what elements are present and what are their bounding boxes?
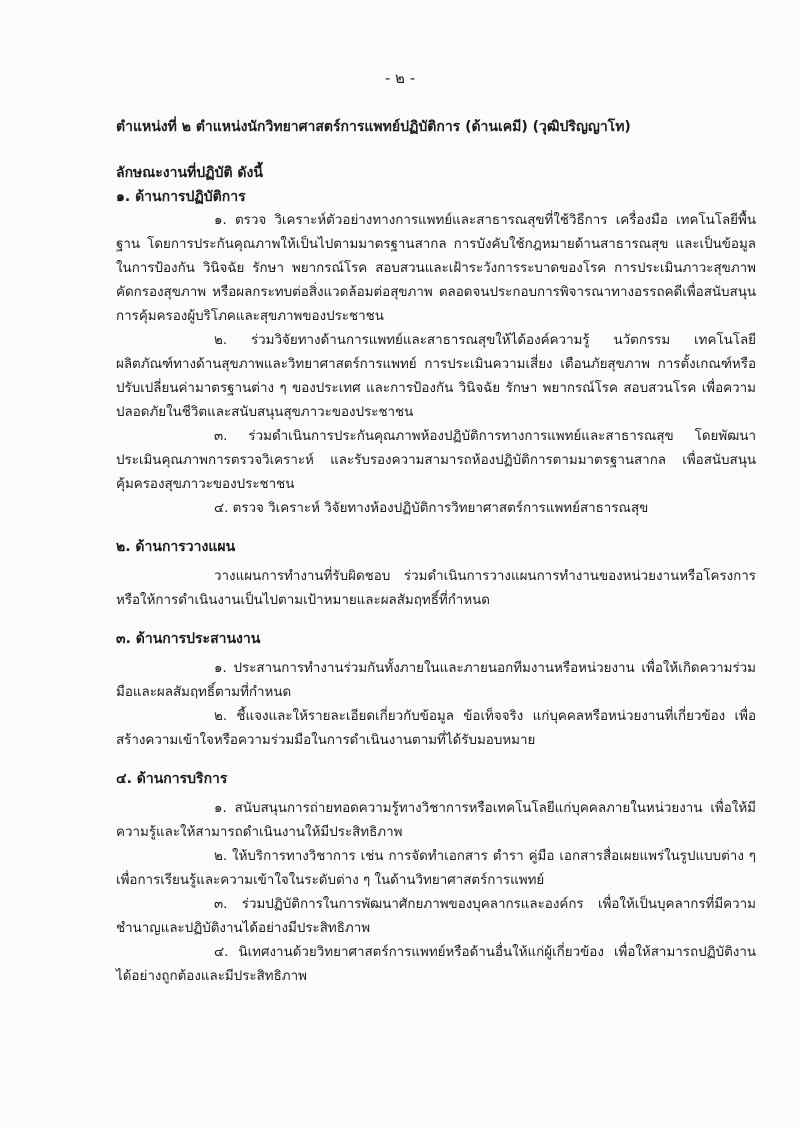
section-service	[116, 767, 756, 989]
section-operations	[116, 185, 756, 521]
document-body	[116, 115, 756, 989]
paragraph: ๒. ร่วมวิจัยทางด้านการแพทย์และสาธารณสุขให้ได้องค์ความรู้ นวัตกรรม เทคโนโลยี ผลิตภัณฑ์ทางด้านสุขภาพและวิทยาศาสตร์การแพทย์ การประเมินความเสี่ยง เตือนภัยสุขภาพ การตั้งเกณฑ์หรือปรับเปลี่ยนค่ามาตรฐานต่าง ๆ ของประเทศ และการป้องกัน วินิจฉัย รักษา พยากรณ์โรค สอบสวนโรค เพื่อความปลอดภัยในชีวิตและสนับสนุนสุขภาวะของประชาชน	[116, 333, 756, 420]
section-heading: ๓. ด้านการประสานงาน	[116, 631, 261, 647]
page-number: - ๒ -	[384, 69, 416, 87]
paragraph: ๑. ประสานการทำงานร่วมกันทั้งภายในและภายนอกทีมงานหรือหน่วยงาน เพื่อให้เกิดความร่วมมือและผลสัมฤทธิ์ตามที่กำหนด	[116, 661, 756, 700]
paragraph: วางแผนการทำงานที่รับผิดชอบ ร่วมดำเนินการวางแผนการทำงานของหน่วยงานหรือโครงการ หรือให้การดำเนินงานเป็นไปตามเป้าหมายและผลสัมฤทธิ์ที่กำหนด	[116, 569, 756, 608]
paragraph: ๓. ร่วมปฏิบัติการในการพัฒนาศักยภาพของบุคลากรและองค์กร เพื่อให้เป็นบุคลากรที่มีความชำนาญและปฏิบัติงานได้อย่างมีประสิทธิภาพ	[116, 897, 756, 936]
position-title: ตำแหน่งที่ ๒ ตำแหน่งนักวิทยาศาสตร์การแพทย์ปฏิบัติการ (ด้านเคมี) (วุฒิปริญญาโท)	[116, 119, 631, 135]
section-heading: ๑. ด้านการปฏิบัติการ	[116, 189, 246, 205]
section-coordination	[116, 627, 756, 753]
paragraph: ๒. ให้บริการทางวิชาการ เช่น การจัดทำเอกสาร ตำรา คู่มือ เอกสารสื่อเผยแพร่ในรูปแบบต่าง ๆ เพื่อการเรียนรู้และความเข้าใจในระดับต่าง ๆ ในด้านวิทยาศาสตร์การแพทย์	[116, 849, 756, 888]
section-heading: ๔. ด้านการบริการ	[116, 771, 228, 787]
paragraph: ๑. สนับสนุนการถ่ายทอดความรู้ทางวิชาการหรือเทคโนโลยีแก่บุคคลภายในหน่วยงาน เพื่อให้มีความรู้และให้สามารถดำเนินงานให้มีประสิทธิภาพ	[116, 801, 756, 840]
section-planning	[116, 535, 756, 613]
paragraph: ๓. ร่วมดำเนินการประกันคุณภาพห้องปฏิบัติการทางการแพทย์และสาธารณสุข โดยพัฒนาประเมินคุณภาพการตรวจวิเคราะห์ และรับรองความสามารถห้องปฏิบัติการตามมาตรฐานสากล เพื่อสนับสนุนคุ้มครองสุขภาวะของประชาชน	[116, 429, 756, 492]
section-heading: ๒. ด้านการวางแผน	[116, 539, 236, 555]
duties-heading: ลักษณะงานที่ปฏิบัติ ดังนี้	[116, 165, 263, 181]
paragraph: ๔. นิเทศงานด้วยวิทยาศาสตร์การแพทย์หรือด้านอื่นให้แก่ผู้เกี่ยวข้อง เพื่อให้สามารถปฏิบัติงานได้อย่างถูกต้องและมีประสิทธิภาพ	[116, 945, 756, 984]
paragraph: ๑. ตรวจ วิเคราะห์ตัวอย่างทางการแพทย์และสาธารณสุขที่ใช้วิธีการ เครื่องมือ เทคโนโลยีพื้นฐาน โดยการประกันคุณภาพให้เป็นไปตามมาตรฐานสากล การบังคับใช้กฎหมายด้านสาธารณสุข และเป็นข้อมูลในการป้องกัน วินิจฉัย รักษา พยากรณ์โรค สอบสวนและเฝ้าระวังการระบาดของโรค การประเมินภาวะสุขภาพ คัดกรองสุขภาพ หรือผลกระทบต่อสิ่งแวดล้อมต่อสุขภาพ ตลอดจนประกอบการพิจารณาทางอรรถคดีเพื่อสนับสนุนการคุ้มครองผู้บริโภคและสุขภาพของประชาชน	[116, 213, 756, 324]
paragraph: ๒. ชี้แจงและให้รายละเอียดเกี่ยวกับข้อมูล ข้อเท็จจริง แก่บุคคลหรือหน่วยงานที่เกี่ยวข้อง เพื่อสร้างความเข้าใจหรือความร่วมมือในการดำเนินงานตามที่ได้รับมอบหมาย	[116, 709, 756, 748]
paragraph: ๔. ตรวจ วิเคราะห์ วิจัยทางห้องปฏิบัติการวิทยาศาสตร์การแพทย์สาธารณสุข	[214, 501, 649, 516]
